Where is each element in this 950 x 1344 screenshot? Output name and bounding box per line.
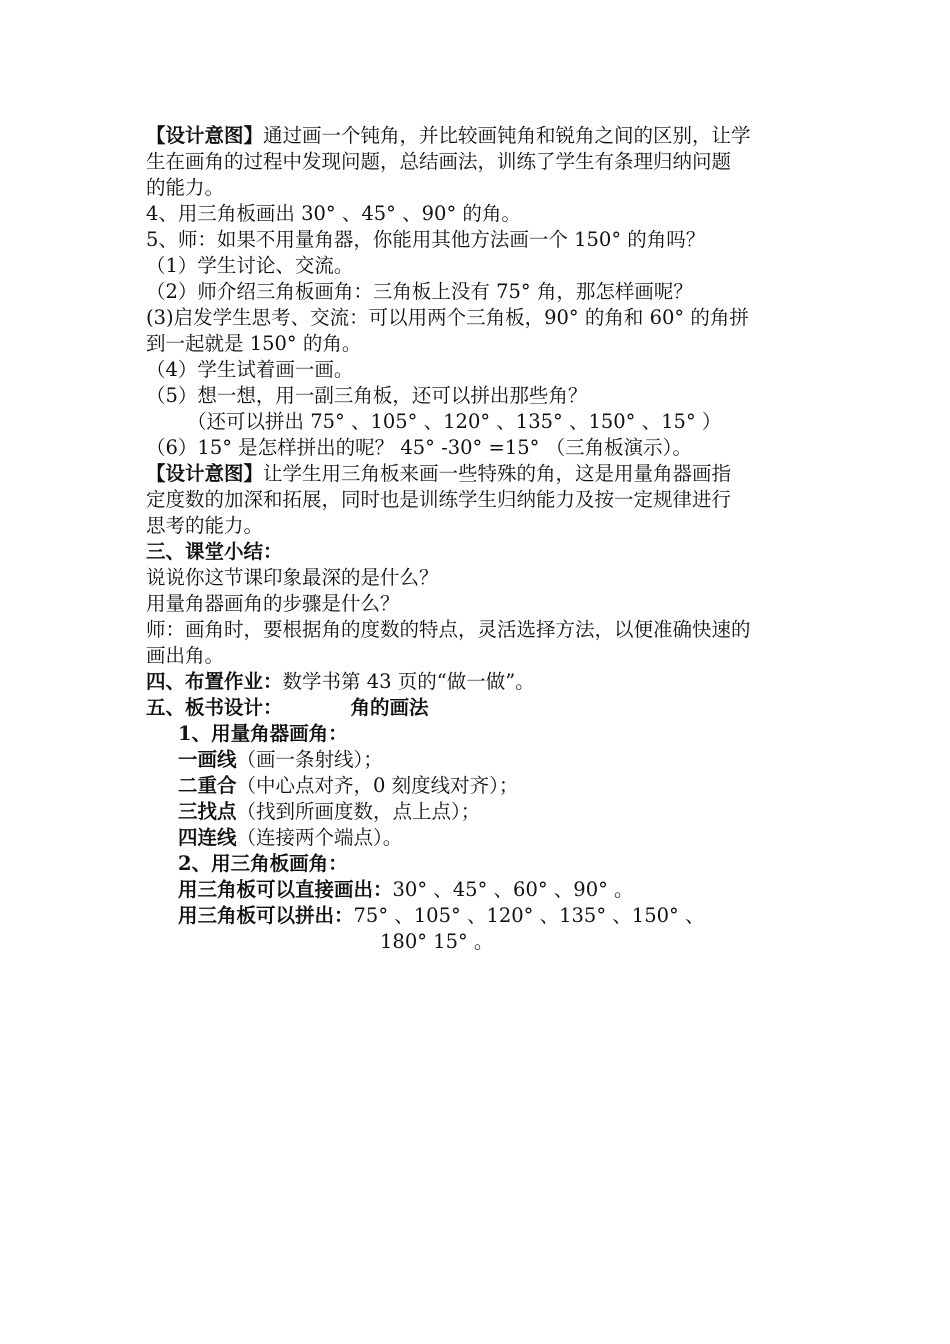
text-span: 通过画一个钝角，并比较画钝角和锐角之间的区别，让学: [263, 124, 751, 147]
substep-6-line: （6）15° 是怎样拼出的呢？ 45° -30° =15° （三角板演示）。: [146, 436, 692, 459]
text-span: 30° 、45° 、60° 、90° 。: [392, 878, 634, 901]
text-span: 75° 、105° 、120° 、135° 、150° 、: [353, 904, 705, 927]
text-line: 师：画角时，要根据角的度数的特点，灵活选择方法，以便准确快速的: [146, 618, 751, 641]
section-4-heading: 四、布置作业：: [146, 670, 283, 693]
board-subheading-2: 2、用三角板画角：: [178, 852, 348, 875]
board-combined-angles: [178, 903, 846, 929]
text-line: 思考的能力。: [146, 514, 264, 537]
step-4-line: 4、用三角板画出 30° 、45° 、90° 的角。: [146, 202, 521, 225]
text-line: 说说你这节课印象最深的是什么？: [146, 566, 439, 589]
direct-label: 用三角板可以直接画出：: [178, 878, 393, 901]
board-step-4: [178, 825, 846, 851]
section-5-heading: 五、板书设计：: [146, 696, 283, 719]
text-line: 用量角器画角的步骤是什么？: [146, 592, 400, 615]
board-title: 角的画法: [350, 696, 429, 719]
combined-label: 用三角板可以拼出：: [178, 904, 354, 927]
text-span: （画一条射线）；: [236, 748, 383, 771]
step-label: 一画线: [178, 748, 237, 771]
board-combined-angles-cont: 180° 15° 。: [380, 930, 494, 953]
text-line: 定度数的加深和拓展，同时也是训练学生归纳能力及按一定规律进行: [146, 488, 732, 511]
text-line: 到一起就是 150° 的角。: [146, 332, 362, 355]
step-label: 四连线: [178, 826, 237, 849]
board-direct-angles: [178, 877, 846, 903]
design-intent-label: 【设计意图】: [146, 124, 264, 147]
text-span: （找到所画度数，点上点）；: [236, 800, 481, 823]
board-step-3: [178, 799, 846, 825]
step-label: 二重合: [178, 774, 237, 797]
step-5-line: 5、师：如果不用量角器，你能用其他方法画一个 150° 的角吗？: [146, 228, 706, 251]
section-4-line: [146, 669, 814, 695]
board-subheading-1: 1、用量角器画角：: [178, 722, 348, 745]
section-5-line: [146, 695, 814, 721]
angles-list-line: （还可以拼出 75° 、105° 、120° 、135° 、150° 、15° ）: [187, 410, 722, 433]
substep-4-line: （4）学生试着画一画。: [146, 358, 354, 381]
text-line: 的能力。: [146, 176, 225, 199]
text-span: （连接两个端点）。: [236, 826, 403, 849]
section-3-heading: 三、课堂小结：: [146, 540, 283, 563]
text-span: 让学生用三角板来画一些特殊的角，这是用量角器画指: [263, 462, 732, 485]
design-intent-paragraph-1-line-1: [146, 123, 814, 149]
step-label: 三找点: [178, 800, 237, 823]
board-step-1: [178, 747, 846, 773]
substep-5-line: （5）想一想，用一副三角板，还可以拼出那些角？: [146, 384, 588, 407]
board-step-2: [178, 773, 846, 799]
substep-1-line: （1）学生讨论、交流。: [146, 254, 354, 277]
text-span: （中心点对齐，0 刻度线对齐）；: [236, 774, 519, 797]
text-line: 生在画角的过程中发现问题，总结画法，训练了学生有条理归纳问题: [146, 150, 732, 173]
substep-2-line: （2）师介绍三角板画角：三角板上没有 75° 角，那怎样画呢？: [146, 280, 693, 303]
design-intent-label: 【设计意图】: [146, 462, 264, 485]
text-line: 画出角。: [146, 644, 225, 667]
design-intent-paragraph-2-line-1: [146, 461, 814, 487]
text-span: 数学书第 43 页的“做一做”。: [282, 670, 535, 693]
substep-3-line: (3)启发学生思考、交流：可以用两个三角板，90° 的角和 60° 的角拼: [146, 306, 749, 329]
